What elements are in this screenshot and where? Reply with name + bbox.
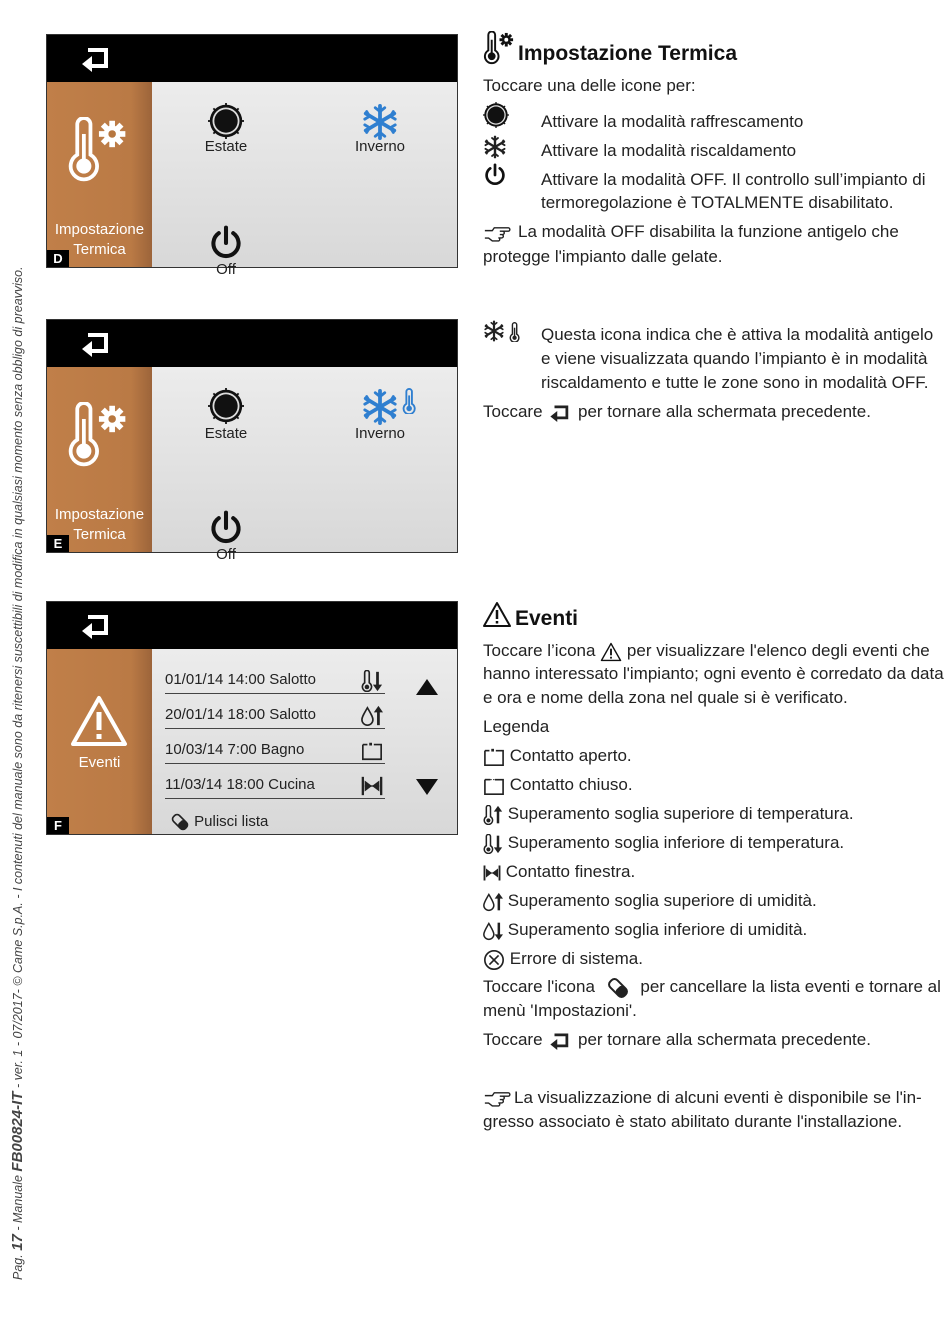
legend-item [483,831,844,855]
back-icon [549,1032,571,1050]
legend-item [483,802,854,826]
manual-code: FB00824-IT [9,1091,26,1172]
back-icon [549,404,571,422]
heat-mode-text: Attivare la modalità riscaldamento [541,141,797,160]
contact-open-icon [361,740,383,762]
sun-icon [483,102,509,128]
humidity-down-icon [483,921,503,941]
back-instruction-pre: Toccare [483,402,543,421]
events-intro-post: per visualizzare l'elenco degli eventi che [626,641,930,660]
off-mode-text-2: termoregolazione è TOTALMENTE disabilitato. [541,193,894,212]
legend-item [483,773,633,797]
event-text: 20/01/14 18:00 Salotto [165,706,316,723]
sidebar-label-line1: Impostazione [54,506,145,523]
sidebar-label-line2: Termica [73,526,126,543]
power-icon [483,163,507,187]
sidebar-thermal-settings[interactable] [47,367,152,552]
power-off-icon[interactable] [208,510,244,546]
page-prefix: Pag. [11,1254,25,1280]
winter-label[interactable]: Inverno [354,425,406,442]
top-bar [47,35,457,82]
off-label[interactable]: Off [216,261,236,278]
eraser-icon [606,976,630,1000]
note-text-2: protegge l'impianto dalle gelate. [483,247,723,266]
legend-text: Contatto aperto. [509,746,632,765]
screen-d [46,34,458,278]
clear-list-label: Pulisci lista [194,813,269,830]
summer-mode-icon[interactable] [208,388,244,424]
legend-text: Errore di sistema. [509,949,643,968]
temp-down-icon [483,834,503,854]
copyright-text: - ver. 1 - 07/2017- © Came S.p.A. - I contenuti del manuale sono da ritenersi suscettibili di modifica in qualsiasi momento senza obbligo di preavviso. [11,266,25,1092]
window-contact-icon [361,775,383,797]
events-intro-2: hanno interessato l'impianto; ogni evento è corredato da data [483,664,944,683]
legend-item [483,744,632,768]
temp-down-icon [361,670,383,692]
thermo-gear-icon [482,31,516,65]
summer-label[interactable]: Estate [204,138,248,155]
sidebar-label-line1: Impostazione [54,221,145,238]
legend-text: Contatto chiuso. [509,775,633,794]
manual-label: - Manuale [11,1171,25,1235]
winter-mode-icon[interactable] [361,103,399,141]
warning-icon [69,694,129,748]
back-icon[interactable] [80,613,112,639]
scroll-down-icon[interactable] [416,779,438,795]
clear-instruction-1 [483,975,941,1000]
mode-panel [152,367,457,563]
pointing-hand-icon [483,223,511,242]
antifreeze-text-1: Questa icona indica che è attiva la modalità antigelo [541,325,934,344]
event-row[interactable] [165,774,385,799]
pointing-hand-icon [483,1088,511,1107]
screen-letter: E [47,535,69,552]
sidebar-thermal-settings[interactable] [47,82,152,267]
warning-icon [482,601,512,628]
humidity-up-icon [361,705,383,727]
off-label[interactable]: Off [216,546,236,563]
mode-panel [152,82,457,278]
legend-item [483,889,817,913]
temp-up-icon [483,805,503,825]
section-intro: Toccare una delle icone per: [483,76,696,95]
event-row[interactable] [165,669,385,694]
clear-list-button[interactable] [170,811,268,833]
events-intro-3: e ora e nome della zona nel quale si è verificato. [483,688,848,707]
events-note-1: La visualizzazione di alcuni eventi è disponibile se l'in- [514,1088,922,1107]
legend-text: Superamento soglia superiore di umidità. [507,891,817,910]
events-note-2: gresso associato è stato abilitato durante l'installazione. [483,1112,903,1131]
legend-item [483,918,807,942]
page-footer-vertical [6,266,30,1280]
contact-closed-icon [483,776,505,796]
event-text: 10/03/14 7:00 Bagno [165,741,305,758]
antifreeze-text-3: riscaldamento e tutte le zone sono in modalità OFF. [541,373,929,392]
summer-label[interactable]: Estate [204,425,248,442]
screen-letter: D [47,250,69,267]
thermo-gear-icon [65,402,131,468]
event-row[interactable] [165,739,385,764]
clear-instruction-2: menù 'Impostazioni'. [483,1001,637,1020]
thermo-small-icon [508,322,524,342]
snowflake-icon [483,135,507,159]
contact-open-icon [483,747,505,767]
legend-item [483,947,643,971]
sidebar-events[interactable] [47,649,152,834]
sidebar-label: Eventi [78,754,121,771]
back-instruction [483,1028,871,1052]
legend-heading: Legenda [483,717,550,736]
legend-text: Superamento soglia superiore di temperatura. [507,804,854,823]
back-instruction-post: per tornare alla schermata precedente. [578,1030,871,1049]
back-instruction-pre: Toccare [483,1030,543,1049]
sidebar-label-line2: Termica [73,241,126,258]
back-instruction [483,400,871,424]
cool-mode-text: Attivare la modalità raffrescamento [541,112,804,131]
winter-mode-icon[interactable] [361,388,399,426]
eraser-icon [170,812,190,832]
page-number: 17 [9,1234,26,1251]
power-off-icon[interactable] [208,225,244,261]
back-instruction-post: per tornare alla schermata precedente. [578,402,871,421]
section-title: Impostazione Termica [518,42,738,65]
antifreeze-text-2: e viene visualizzata quando l’impianto è in modalità [541,349,928,368]
legend-text: Superamento soglia inferiore di umidità. [507,920,808,939]
window-contact-icon [483,864,501,882]
clear-instruction-post: per cancellare la lista eventi e tornare al [640,977,941,996]
events-intro-1 [483,639,930,663]
scroll-up-icon[interactable] [416,679,438,695]
off-mode-text-1: Attivare la modalità OFF. Il controllo sull’impianto di [541,170,926,189]
back-icon[interactable] [80,46,112,72]
humidity-up-icon [483,892,503,912]
screen-letter: F [47,817,69,834]
note-text-1: La modalità OFF disabilita la funzione antigelo che [518,222,899,241]
clear-instruction-pre: Toccare l'icona [483,977,595,996]
summer-mode-icon[interactable] [208,103,244,139]
winter-label[interactable]: Inverno [354,138,406,155]
legend-text: Superamento soglia inferiore di temperatura. [507,833,845,852]
system-error-icon [483,949,505,971]
top-bar [47,320,457,367]
events-intro-pre: Toccare l’icona [483,641,596,660]
antifreeze-icon [400,388,422,414]
snowflake-icon [483,320,505,342]
thermo-gear-icon [65,117,131,183]
warning-icon [600,642,622,662]
events-list [152,649,457,834]
legend-text: Contatto finestra. [505,862,636,881]
screen-e [46,319,458,563]
legend-item [483,860,635,884]
section-title: Eventi [515,607,579,630]
event-text: 01/01/14 14:00 Salotto [165,671,316,688]
top-bar [47,602,457,649]
back-icon[interactable] [80,331,112,357]
event-text: 11/03/14 18:00 Cucina [165,776,315,793]
event-row[interactable] [165,704,385,729]
screen-f [46,601,458,835]
